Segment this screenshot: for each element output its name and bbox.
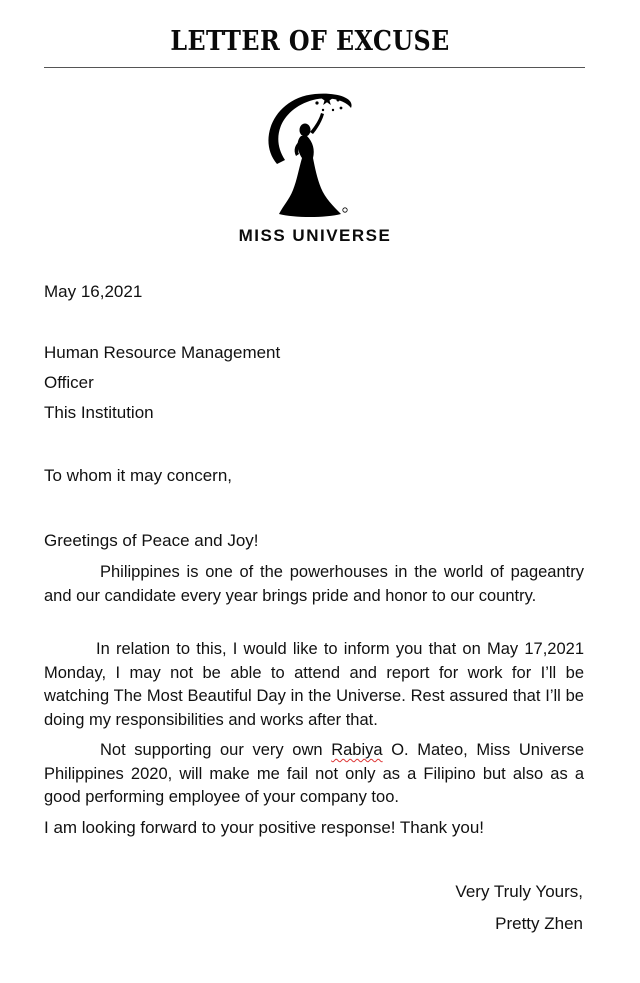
closing-line: I am looking forward to your positive response! Thank you! (44, 818, 485, 837)
recipient-line: Human Resource Management (44, 343, 281, 362)
paragraph-3: Not supporting our very own Rabiya O. Mateo, Miss Universe Philippines 2020, will make me fail not only as a Filipino but also as a good performing employee of your company too. (44, 741, 584, 806)
salutation: To whom it may concern, (44, 466, 233, 485)
valediction: Very Truly Yours, (455, 882, 583, 901)
brand-name: MISS UNIVERSE (238, 226, 392, 245)
greeting: Greetings of Peace and Joy! (44, 531, 259, 550)
paragraph-2: In relation to this, I would like to inform you that on May 17,2021 Monday, I may not be able to attend and report for work for I’ll be watching The Most Beautiful Day in the Universe. Rest assured that I’ll be doing my responsibilities and works after that. (44, 640, 584, 729)
miss-universe-logo (255, 86, 365, 221)
recipient-line: Officer (44, 373, 94, 392)
letter-date: May 16,2021 (44, 282, 143, 301)
title-divider (44, 67, 585, 68)
paragraph-1: Philippines is one of the powerhouses in the world of pageantry and our candidate every year brings pride and honor to our country. (44, 563, 584, 605)
recipient-line: This Institution (44, 403, 154, 422)
letter-title: LETTER OF EXCUSE (170, 26, 450, 57)
signature-name: Pretty Zhen (495, 914, 583, 933)
spellcheck-underlined-word: Rabiya (331, 741, 383, 759)
